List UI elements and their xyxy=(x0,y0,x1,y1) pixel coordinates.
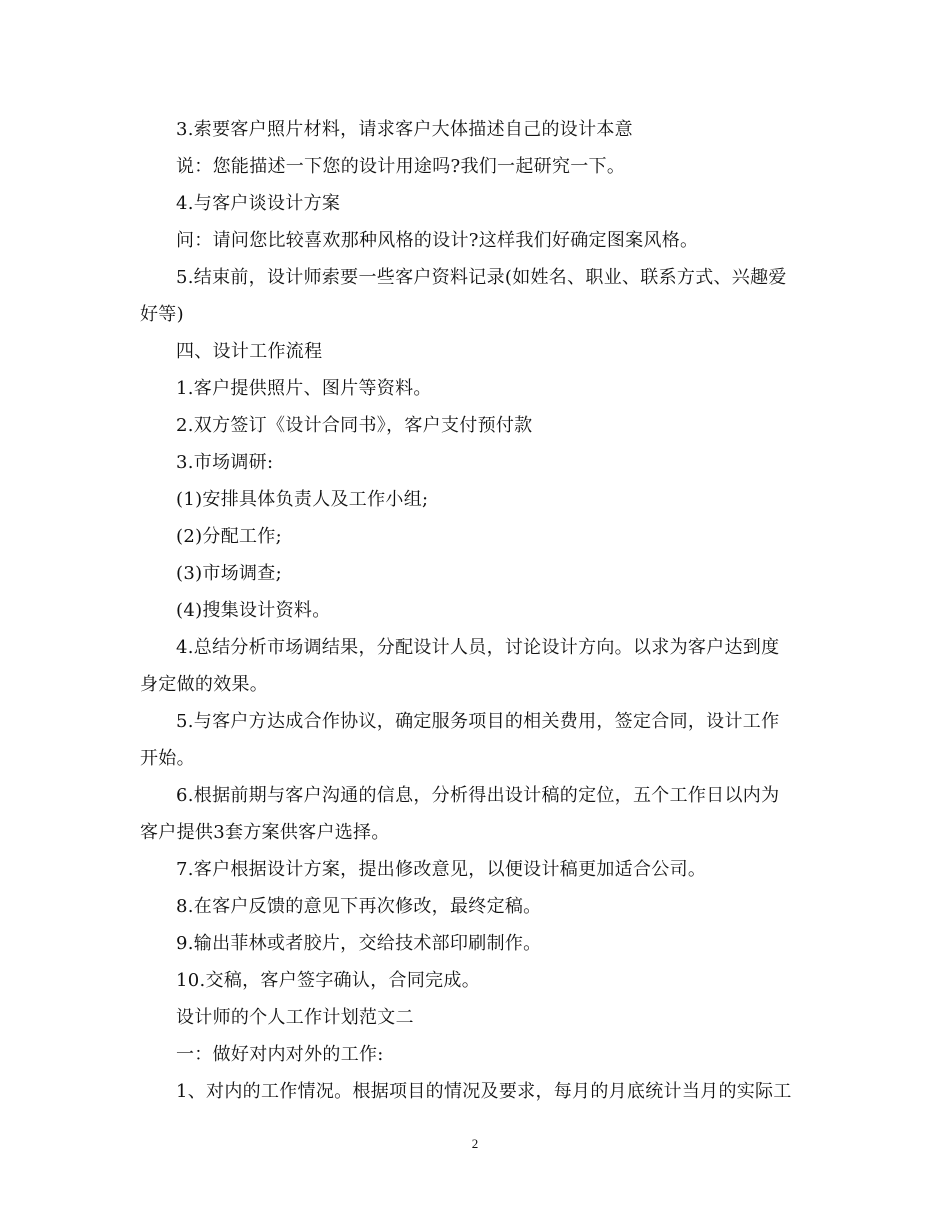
text-line: 好等) xyxy=(140,304,184,325)
section-heading: 设计师的个人工作计划范文二 xyxy=(176,1007,414,1028)
text-line: 10.交稿，客户签字确认，合同完成。 xyxy=(176,970,481,991)
text-line: 开始。 xyxy=(140,748,195,769)
text-line: 5.结束前，设计师索要一些客户资料记录(如姓名、职业、联系方式、兴趣爱 xyxy=(176,267,787,288)
text-line: 9.输出菲林或者胶片，交给技术部印刷制作。 xyxy=(176,933,542,954)
text-line: (1)安排具体负责人及工作小组; xyxy=(176,489,429,510)
text-line: 2.双方签订《设计合同书》，客户支付预付款 xyxy=(176,415,533,436)
text-line: (3)市场调查; xyxy=(176,563,282,584)
text-line: 3.索要客户照片材料，请求客户大体描述自己的设计本意 xyxy=(176,119,633,140)
text-line: 5.与客户方达成合作协议，确定服务项目的相关费用，签定合同，设计工作 xyxy=(176,711,780,732)
text-line: 3.市场调研: xyxy=(176,452,274,473)
text-line: 1.客户提供照片、图片等资料。 xyxy=(176,378,432,399)
text-line: (4)搜集设计资料。 xyxy=(176,600,331,621)
text-line: 说：您能描述一下您的设计用途吗?我们一起研究一下。 xyxy=(176,156,626,177)
page-number: 2 xyxy=(471,1136,479,1151)
text-line: 6.根据前期与客户沟通的信息，分析得出设计稿的定位，五个工作日以内为 xyxy=(176,785,780,806)
section-heading: 四、设计工作流程 xyxy=(176,341,323,362)
text-line: 8.在客户反馈的意见下再次修改，最终定稿。 xyxy=(176,896,542,917)
text-line: 4.总结分析市场调结果，分配设计人员，讨论设计方向。以求为客户达到度 xyxy=(176,637,780,658)
text-line: (2)分配工作; xyxy=(176,526,282,547)
text-line: 4.与客户谈设计方案 xyxy=(176,193,341,214)
text-line: 身定做的效果。 xyxy=(140,674,269,695)
text-line: 客户提供3套方案供客户选择。 xyxy=(140,822,390,843)
text-line: 7.客户根据设计方案，提出修改意见，以便设计稿更加适合公司。 xyxy=(176,859,707,880)
text-line: 1、对内的工作情况。根据项目的情况及要求，每月的月底统计当月的实际工 xyxy=(176,1081,792,1102)
text-line: 问：请问您比较喜欢那种风格的设计?这样我们好确定图案风格。 xyxy=(176,230,699,251)
text-line: 一：做好对内对外的工作: xyxy=(176,1044,384,1065)
